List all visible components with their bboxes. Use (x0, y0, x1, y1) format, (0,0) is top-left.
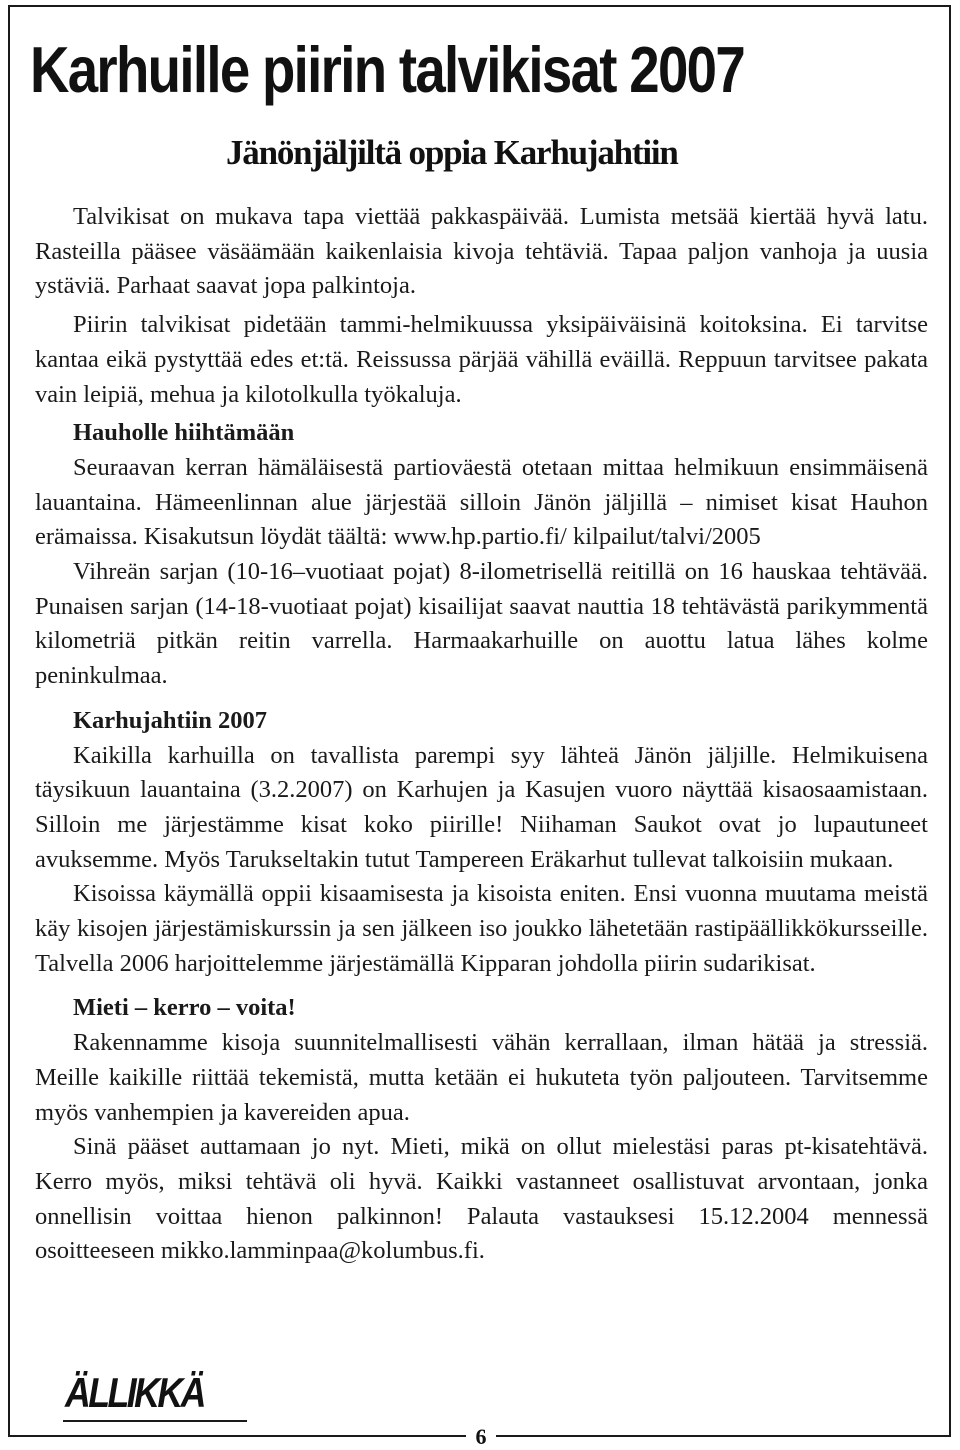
paragraph-6: Kisoissa käymällä oppii kisaamisesta ja kisoista eniten. Ensi vuonna muutama meistä käy kisojen järjestämiskurssin ja sen jälkeen iso joukko lähetetään rastipäällikkökursseille. Talvella 2006 harjoittelemme järjestämällä Kipparan johdolla piirin sudarikisat. (35, 880, 928, 977)
section-heading-mieti: Mieti – kerro – voita! (73, 994, 296, 1022)
allikka-logo (63, 1369, 247, 1422)
paragraph-8: Sinä pääset auttamaan jo nyt. Mieti, mikä on ollut mielestäsi paras pt-kisatehtävä. Kerro myös, miksi tehtävä oli hyvä. Kaikki vastanneet osallistuvat arvontaan, jonka onnellisin voittaa hienon palkinnon! Palauta vastauksesi 15.12.2004 mennessä osoitteeseen mikko.lamminpaa@kolumbus.fi. (35, 1133, 928, 1265)
article-body (35, 200, 928, 1269)
logo-underline (63, 1420, 247, 1422)
page-number: 6 (466, 1424, 496, 1450)
section-heading-hauho: Hauholle hiihtämään (73, 419, 295, 447)
article-subtitle: Jänönjäljiltä oppia Karhujahtiin (226, 133, 678, 172)
section-heading-karhujahti: Karhujahtiin 2007 (73, 706, 267, 734)
paragraph-2: Piirin talvikisat pidetään tammi-helmikuussa yksipäiväisinä koitoksina. Ei tarvitse kantaa eikä pystyttää edes et:tä. Reissussa pärjää vähillä eväillä. Reppuun tarvitsee pakata vain leipiä, mehua ja kilotolkulla työkaluja. (35, 311, 928, 408)
article-title: Karhuille piirin talvikisat 2007 (30, 33, 744, 106)
paragraph-intro: Talvikisat on mukava tapa viettää pakkaspäivää. Lumista metsää kiertää hyvä latu. Rasteilla pääsee väsäämään kaikenlaisia kivoja tehtäviä. Tapaa paljon vanhoja ja uusia ystäviä. Parhaat saavat jopa palkintoja. (35, 203, 928, 300)
paragraph-7: Rakennamme kisoja suunnitelmallisesti vähän kerrallaan, ilman hätää ja stressiä. Meille kaikille riittää tekemistä, mutta ketään ei hukuteta työn paljouteen. Tarvitsemme myös vanhempien ja kavereiden apua. (35, 1029, 928, 1126)
paragraph-5: Kaikilla karhuilla on tavallista parempi syy lähteä Jänön jäljille. Helmikuisena täysikuun lauantaina (3.2.2007) on Karhujen ja Kasujen vuoro näyttää kisaosaamistaan. Silloin me järjestämme kisat koko piirille! Niihaman Saukot ovat jo lupautuneet avuksemme. Myös Tarukseltakin tutut Tampereen Eräkarhut tullevat talkoisiin mukaan. (35, 741, 928, 873)
paragraph-3: Seuraavan kerran hämäläisestä partioväestä otetaan mittaa helmikuun ensimmäisenä lauantaina. Hämeenlinnan alue järjestää silloin Jänön jäljillä – nimiset kisat Hauhon erämaissa. Kisakutsun löydät täältä: www.hp.partio.fi/ kilpailut/talvi/2005 (35, 453, 928, 551)
paragraph-4: Vihreän sarjan (10-16–vuotiaat pojat) 8-ilometrisellä reitillä on 16 hauskaa tehtävää. Punaisen sarjan (14-18-vuotiaat pojat) kisailijat saavat nauttia 18 tehtävästä parikymmentä kilometriä pitkän reitin varrella. Harmaakarhuille on auottu latua lähes kolme peninkulmaa. (35, 558, 928, 690)
logo-wordmark: ÄLLIKKÄ (65, 1369, 204, 1416)
